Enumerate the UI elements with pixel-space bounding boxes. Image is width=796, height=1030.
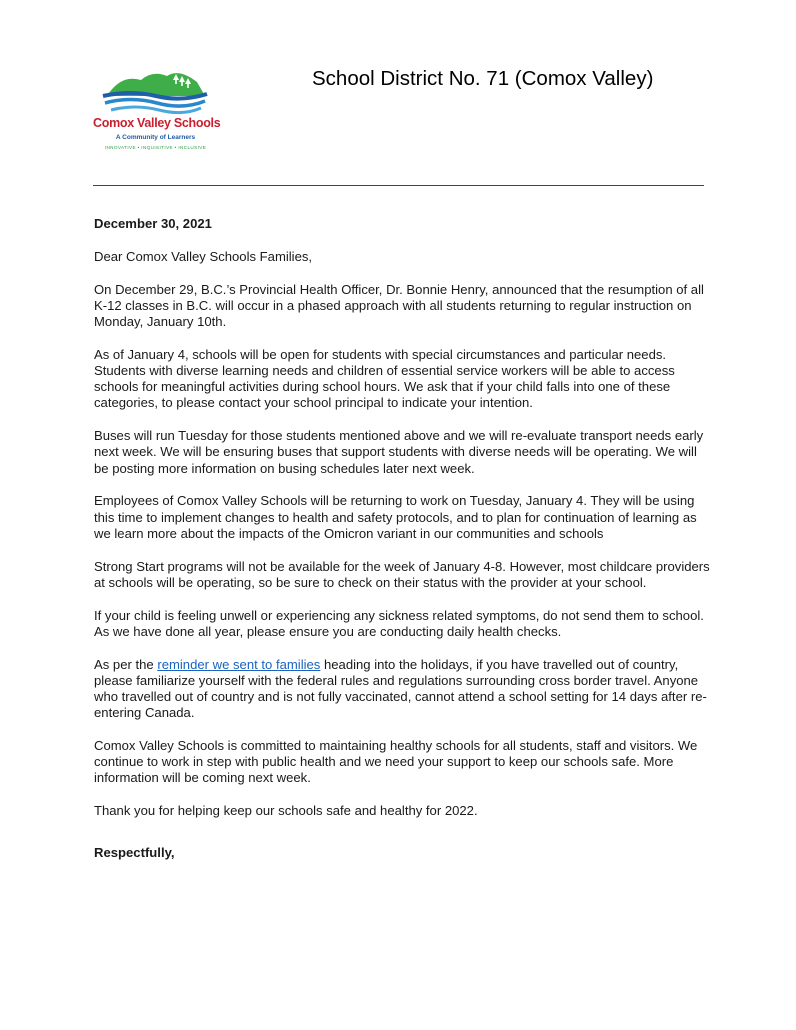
closing: Respectfully, bbox=[94, 845, 175, 861]
paragraph-strong-start: Strong Start programs will not be available for the week of January 4-8. However, most childcare providers at schools will be operating, so be sure to check on their status with the provider at your school. bbox=[94, 558, 710, 590]
paragraph-employees: Employees of Comox Valley Schools will be returning to work on Tuesday, January 4. They will be using this time to implement changes to health and safety protocols, and to plan for continuation of learning as we learn more about the impacts of the Omicron variant in our communities and schools bbox=[94, 493, 697, 541]
travel-text-before: As per the bbox=[94, 656, 158, 672]
header-divider bbox=[93, 185, 704, 186]
district-logo bbox=[93, 66, 221, 158]
paragraph-commitment: Comox Valley Schools is committed to maintaining healthy schools for all students, staff and visitors. We continue to work in step with public health and we need your support to keep our schools safe. More information will be coming next week. bbox=[94, 738, 698, 786]
mountain-wave-logo-icon bbox=[101, 66, 211, 116]
paragraph-special-circumstances: As of January 4, schools will be open for students with special circumstances and particular needs. Students with diverse learning needs and children of essential service workers will be able to access schools for meaningful activities during school hours. We ask that if your child falls into one of these categories, to please contact your school principal to indicate your intention. bbox=[94, 346, 675, 411]
paragraph-phased-return: On December 29, B.C.’s Provincial Health Officer, Dr. Bonnie Henry, announced that the resumption of all K-12 classes in B.C. will occur in a phased approach with all students returning to regular instruction on Monday, January 10th. bbox=[94, 281, 704, 329]
reminder-link[interactable]: reminder we sent to families bbox=[157, 656, 321, 672]
paragraph-thanks: Thank you for helping keep our schools safe and healthy for 2022. bbox=[94, 803, 478, 819]
district-title: School District No. 71 (Comox Valley) bbox=[312, 67, 654, 90]
letter-date: December 30, 2021 bbox=[94, 216, 212, 231]
logo-name: Comox Valley Schools bbox=[93, 116, 221, 130]
letter-body bbox=[94, 216, 714, 878]
logo-tagline: A Community of Learners bbox=[115, 134, 196, 141]
travel-text-after: heading into the holidays, if you have travelled out of country, please familiarize yourself with the federal rules and regulations surrounding cross border travel. Anyone who travelled out of country and is not fully vaccinated, cannot attend a school setting for 14 days after re-entering Canada. bbox=[94, 656, 707, 721]
paragraph-health-checks: If your child is feeling unwell or experiencing any sickness related symptoms, do not send them to school. As we have done all year, please ensure you are conducting daily health checks. bbox=[94, 607, 704, 639]
salutation: Dear Comox Valley Schools Families, bbox=[94, 248, 313, 264]
paragraph-buses: Buses will run Tuesday for those students mentioned above and we will re-evaluate transport needs early next week. We will be ensuring buses that support students with diverse needs will be operating. We will be posting more information on busing schedules later next week. bbox=[94, 428, 704, 476]
paragraph-travel bbox=[94, 657, 714, 722]
logo-values: INNOVATIVE • INQUISITIVE • INCLUSIVE bbox=[104, 145, 207, 150]
